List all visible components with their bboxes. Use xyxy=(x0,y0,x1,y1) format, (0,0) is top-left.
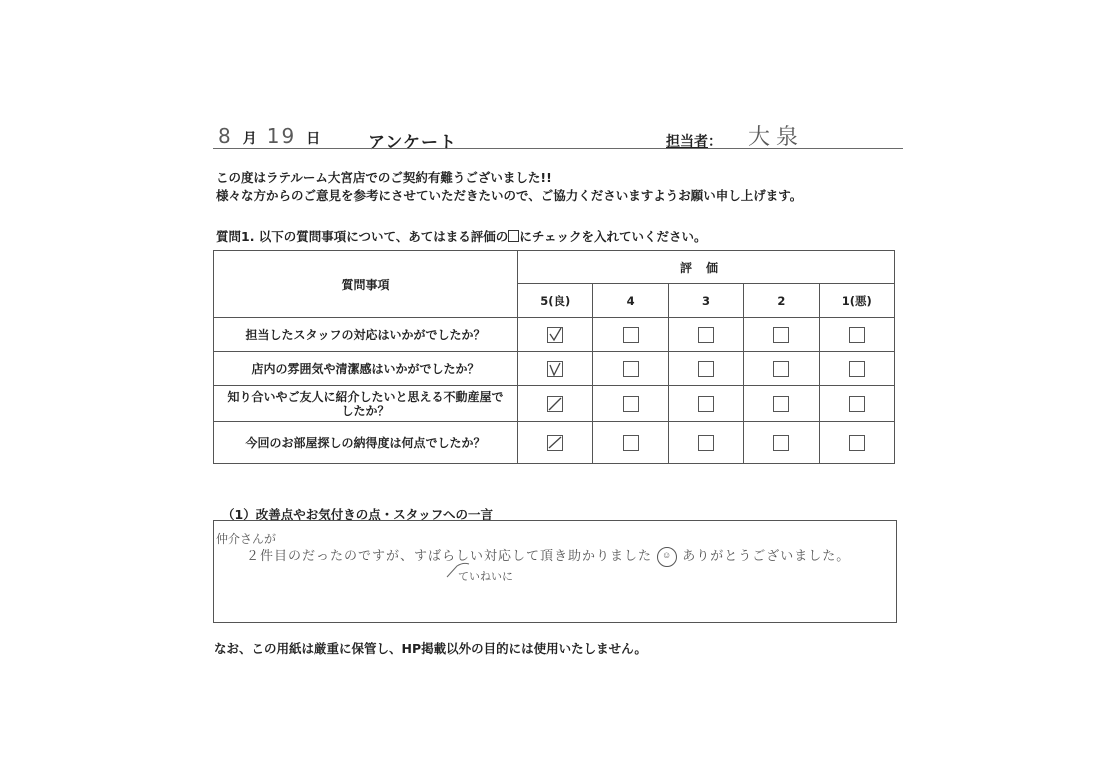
checkbox[interactable] xyxy=(773,435,789,451)
comment-label: （1）改善点やお気付きの点・スタッフへの一言 xyxy=(222,507,493,522)
checkbox-checked[interactable] xyxy=(547,396,563,412)
checkbox[interactable] xyxy=(849,435,865,451)
checkbox-checked[interactable] xyxy=(547,327,563,343)
date-day-unit: 日 xyxy=(306,131,321,147)
instruction-text-before: 質問1. 以下の質問事項について、あてはまる評価の xyxy=(216,229,509,244)
date-day: 19 xyxy=(266,124,297,148)
staff-label-colon: ： xyxy=(708,134,722,150)
question-text-line-1: 知り合いやご友人に紹介したいと思える不動産屋で xyxy=(227,389,504,404)
intro-line-1: この度はラテルーム大宮店でのご契約有難うございました!! xyxy=(216,170,552,185)
table-row xyxy=(214,422,895,464)
question-text xyxy=(214,386,518,422)
table-row xyxy=(214,386,895,422)
checkbox[interactable] xyxy=(698,396,714,412)
check-icon xyxy=(548,362,562,376)
rating-table xyxy=(213,250,895,464)
checkbox-checked[interactable] xyxy=(547,361,563,377)
staff-label-text: 担当者 xyxy=(666,134,708,150)
score-header-5: 5(良) xyxy=(518,284,593,318)
question-text-line-2: したか？ xyxy=(341,403,390,418)
survey-date xyxy=(218,124,320,148)
question-text: 担当したスタッフの対応はいかがでしたか？ xyxy=(214,318,518,352)
check-icon xyxy=(548,397,562,411)
form-title: アンケート xyxy=(368,133,457,153)
question-text: 店内の雰囲気や清潔感はいかがでしたか？ xyxy=(214,352,518,386)
checkbox[interactable] xyxy=(623,327,639,343)
score-header-4: 4 xyxy=(593,284,668,318)
date-month-unit: 月 xyxy=(242,131,257,147)
question1-instruction xyxy=(216,227,706,245)
rating-group-header: 評価 xyxy=(518,251,895,284)
comment-handwriting-line-2 xyxy=(246,545,850,567)
checkbox[interactable] xyxy=(849,361,865,377)
checkbox[interactable] xyxy=(623,361,639,377)
checkbox-glyph-icon xyxy=(508,230,519,242)
header-divider xyxy=(213,148,903,149)
score-header-2: 2 xyxy=(744,284,819,318)
comment-text-b: ありがとうございました。 xyxy=(682,549,851,564)
date-month: 8 xyxy=(218,124,233,148)
comment-textarea[interactable] xyxy=(213,520,897,623)
comment-insertion-note: ていねいに xyxy=(458,570,513,583)
checkbox[interactable] xyxy=(698,361,714,377)
checkbox[interactable] xyxy=(623,396,639,412)
checkbox[interactable] xyxy=(698,327,714,343)
question-text: 今回のお部屋探しの納得度は何点でしたか？ xyxy=(214,422,518,464)
checkbox[interactable] xyxy=(773,327,789,343)
checkbox[interactable] xyxy=(773,361,789,377)
checkbox[interactable] xyxy=(773,396,789,412)
comment-text-a: ２件目のだったのですが、すばらしい対応して頂き助かりました xyxy=(246,549,653,564)
comment-handwriting-line-1: 仲介さんが xyxy=(216,532,277,546)
staff-name: 大泉 xyxy=(748,125,805,150)
table-header-row-1 xyxy=(214,251,895,284)
table-row xyxy=(214,352,895,386)
checkbox-checked[interactable] xyxy=(547,435,563,451)
table-row xyxy=(214,318,895,352)
check-icon xyxy=(548,328,562,342)
smiley-face-icon: ☺ xyxy=(657,547,677,567)
question-column-header: 質問事項 xyxy=(214,251,518,318)
instruction-text-after: にチェックを入れていください。 xyxy=(519,229,707,244)
score-header-3: 3 xyxy=(668,284,743,318)
check-icon xyxy=(548,436,562,450)
checkbox[interactable] xyxy=(698,435,714,451)
privacy-notice: なお、この用紙は厳重に保管し、HP掲載以外の目的には使用いたしません。 xyxy=(214,641,647,656)
checkbox[interactable] xyxy=(623,435,639,451)
intro-line-2: 様々な方からのご意見を参考にさせていただきたいので、ご協力くださいますようお願い申し上げます。 xyxy=(216,188,803,203)
checkbox[interactable] xyxy=(849,396,865,412)
score-header-1: 1(悪) xyxy=(819,284,894,318)
checkbox[interactable] xyxy=(849,327,865,343)
